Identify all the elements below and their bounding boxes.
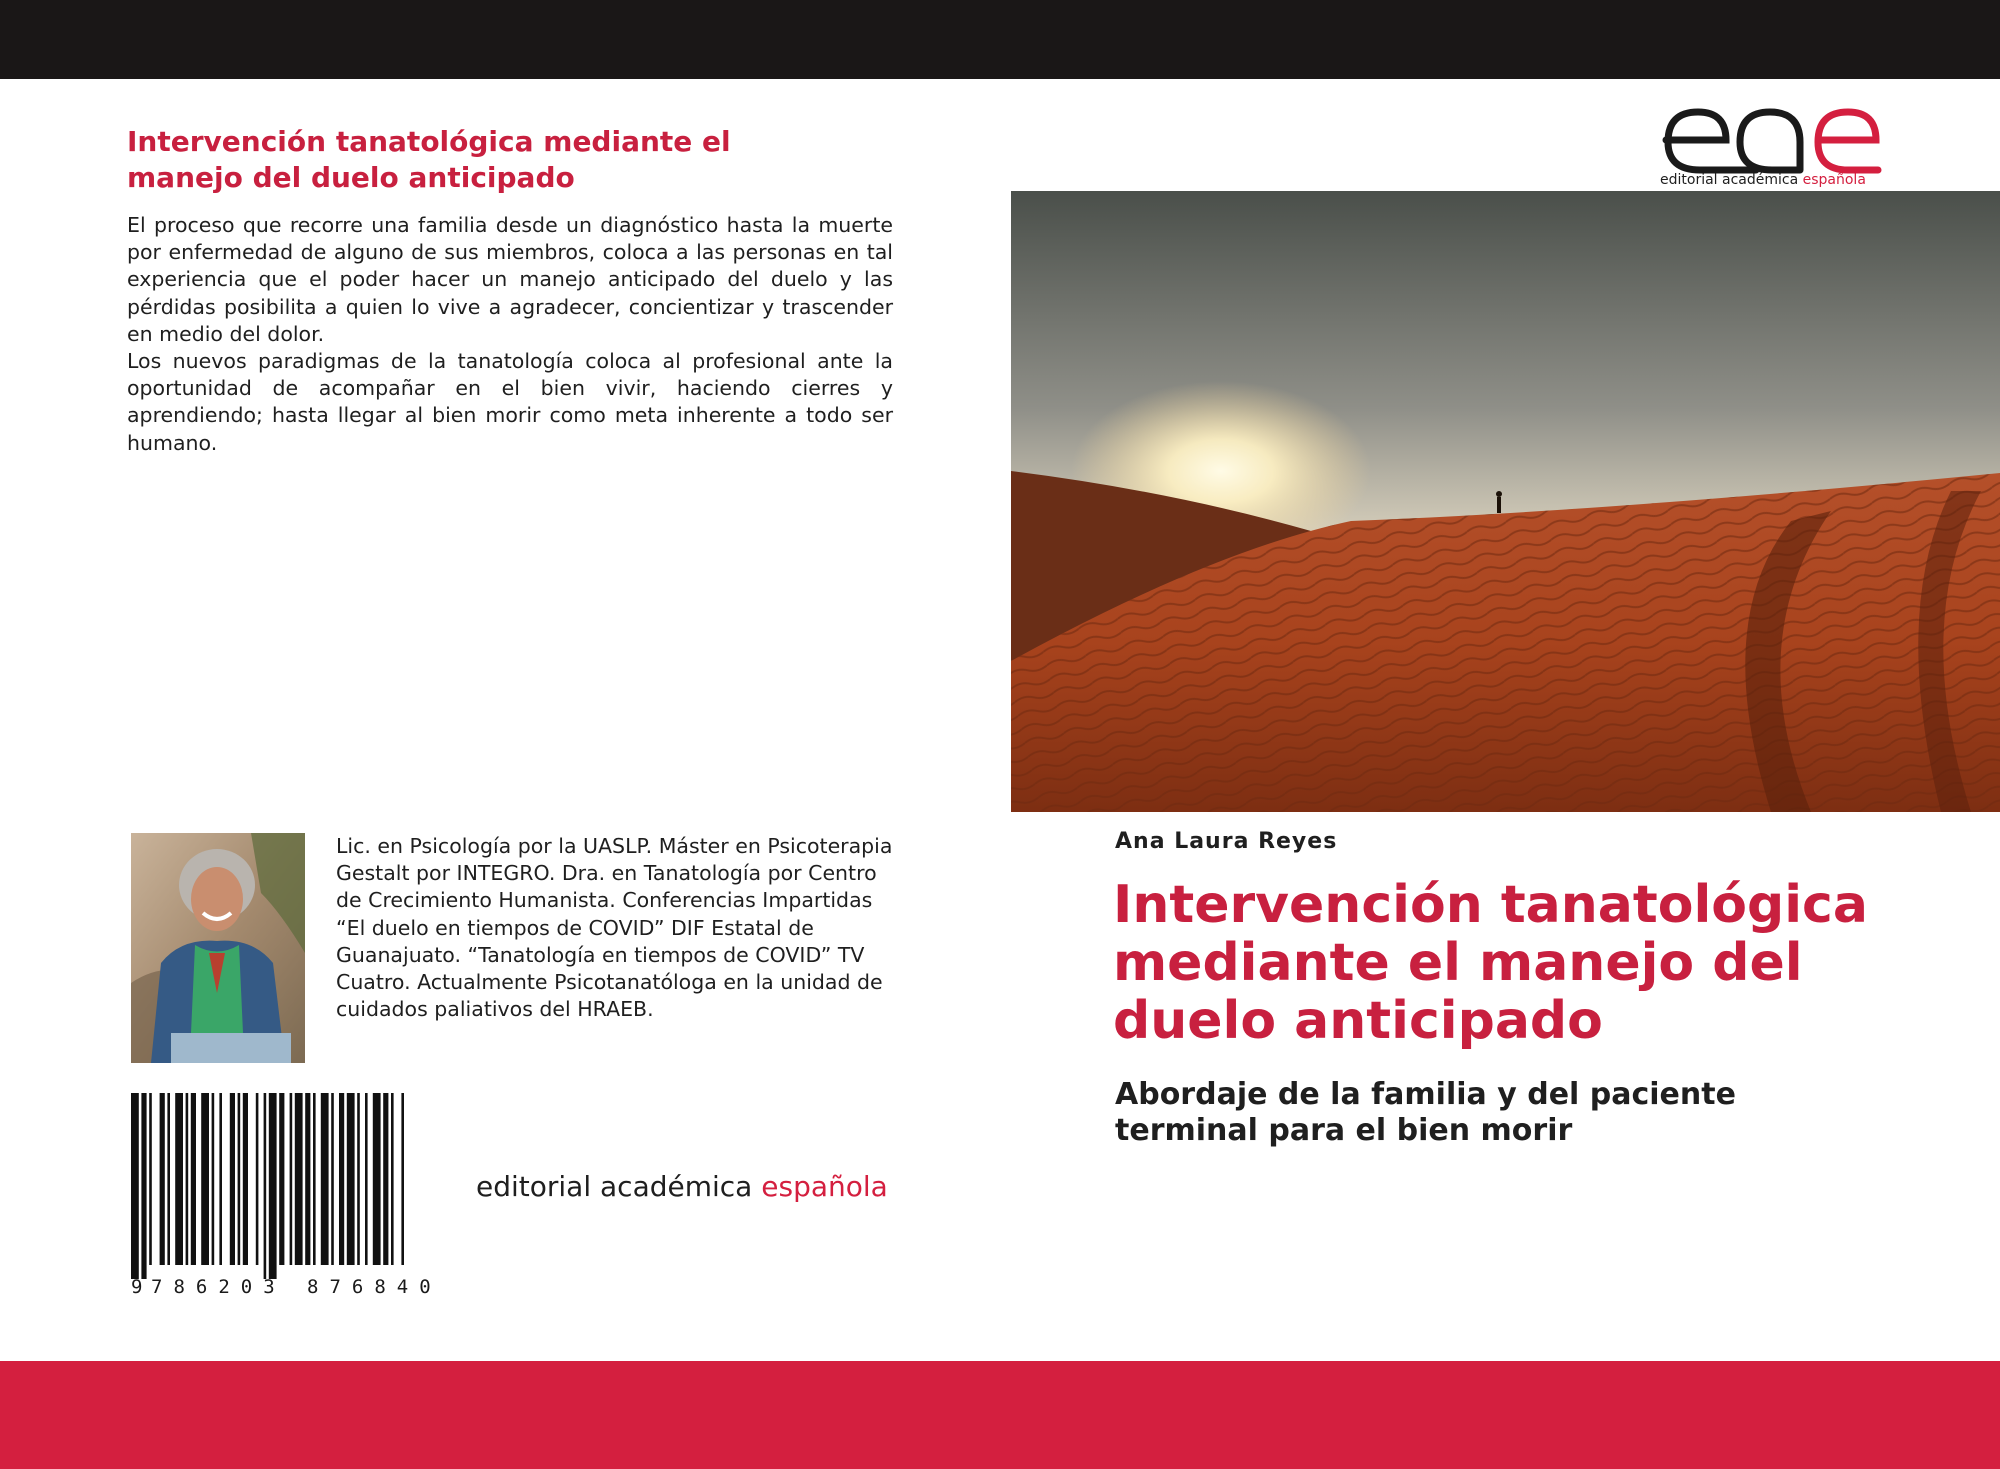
back-cover-title: Intervención tanatológica mediante el manejo del duelo anticipado xyxy=(127,125,731,194)
isbn-digits-left: 786203 xyxy=(151,1276,286,1298)
barcode-bar xyxy=(313,1093,316,1265)
barcode-bar xyxy=(305,1093,310,1265)
barcode-bar xyxy=(186,1093,189,1265)
barcode-bar xyxy=(131,1093,139,1279)
barcode-bar xyxy=(219,1093,222,1265)
bottom-band xyxy=(0,1361,2000,1469)
barcode-bar xyxy=(347,1093,355,1265)
barcode-bar xyxy=(201,1093,209,1265)
barcode-bar xyxy=(339,1093,344,1265)
publisher-main: editorial académica xyxy=(476,1170,762,1203)
barcode-bar xyxy=(191,1093,196,1265)
blurb-paragraph: El proceso que recorre una familia desde un diagnóstico hasta la muerte por enfermedad de alguno de sus miembros, coloca a las personas en tal experiencia que el poder hacer un manejo anticipado del duelo y las pérdidas posibilita a quien lo vive a agradecer, concientizar y trascender en medio del dolor. xyxy=(127,213,893,346)
barcode-bar xyxy=(149,1093,152,1265)
barcode-bar xyxy=(401,1093,404,1265)
barcode-bar xyxy=(357,1093,360,1265)
barcode-bar xyxy=(243,1093,248,1265)
logo-caption xyxy=(1660,172,1882,188)
barcode-bar xyxy=(167,1093,170,1265)
barcode-bar xyxy=(365,1093,368,1265)
barcode-bar xyxy=(264,1093,267,1279)
top-band xyxy=(0,0,2000,79)
barcode-bar xyxy=(175,1093,183,1265)
barcode-bar xyxy=(230,1093,235,1265)
blurb-paragraph: Los nuevos paradigmas de la tanatología coloca al profesional ante la oportunidad de acompañar en el bien vivir, haciendo cierres y aprendiendo; hasta llegar al bien morir como meta inherente a todo ser humano. xyxy=(127,349,893,455)
publisher-accent: española xyxy=(761,1170,888,1203)
barcode-bar xyxy=(279,1093,284,1265)
barcode-bar xyxy=(321,1093,329,1265)
isbn-digits-right: 876840 xyxy=(307,1276,442,1298)
back-cover-blurb xyxy=(127,212,893,457)
barcode-bar xyxy=(373,1093,381,1265)
logo-caption-main: editorial académica xyxy=(1660,172,1803,188)
front-subtitle: Abordaje de la familia y del paciente terminal para el bien morir xyxy=(1115,1077,1736,1148)
front-author-name: Ana Laura Reyes xyxy=(1115,829,1338,854)
back-publisher-name xyxy=(476,1170,888,1203)
barcode-bar xyxy=(238,1093,241,1265)
barcode-bar xyxy=(295,1093,303,1265)
desert-sunset-image xyxy=(1011,191,2000,812)
isbn-digit-prefix: 9 xyxy=(131,1276,143,1298)
barcode-bar xyxy=(383,1093,388,1265)
barcode-bar xyxy=(269,1093,277,1279)
author-bio: Lic. en Psicología por la UASLP. Máster en Psicoterapia Gestalt por INTEGRO. Dra. en Tanatología por Centro de Crecimiento Humanista. Conferencias Impartidas “El duelo en tiempos de COVID” DIF Estatal de Guanajuato. “Tanatología en tiempos de COVID” TV Cuatro. Actualmente Psicotanatóloga en la unidad de cuidados paliativos del HRAEB. xyxy=(336,834,893,1022)
barcode-bar xyxy=(331,1093,334,1265)
barcode-bar xyxy=(160,1093,165,1265)
logo-caption-accent: española xyxy=(1802,172,1866,188)
author-photo xyxy=(131,833,305,1063)
barcode-bar xyxy=(141,1093,146,1279)
front-title: Intervención tanatológica mediante el manejo del duelo anticipado xyxy=(1113,875,1868,1051)
isbn-barcode xyxy=(131,1093,461,1299)
barcode-bar xyxy=(212,1093,215,1265)
barcode-bar xyxy=(256,1093,259,1265)
barcode-bar xyxy=(290,1093,293,1265)
barcode-bar xyxy=(391,1093,394,1265)
